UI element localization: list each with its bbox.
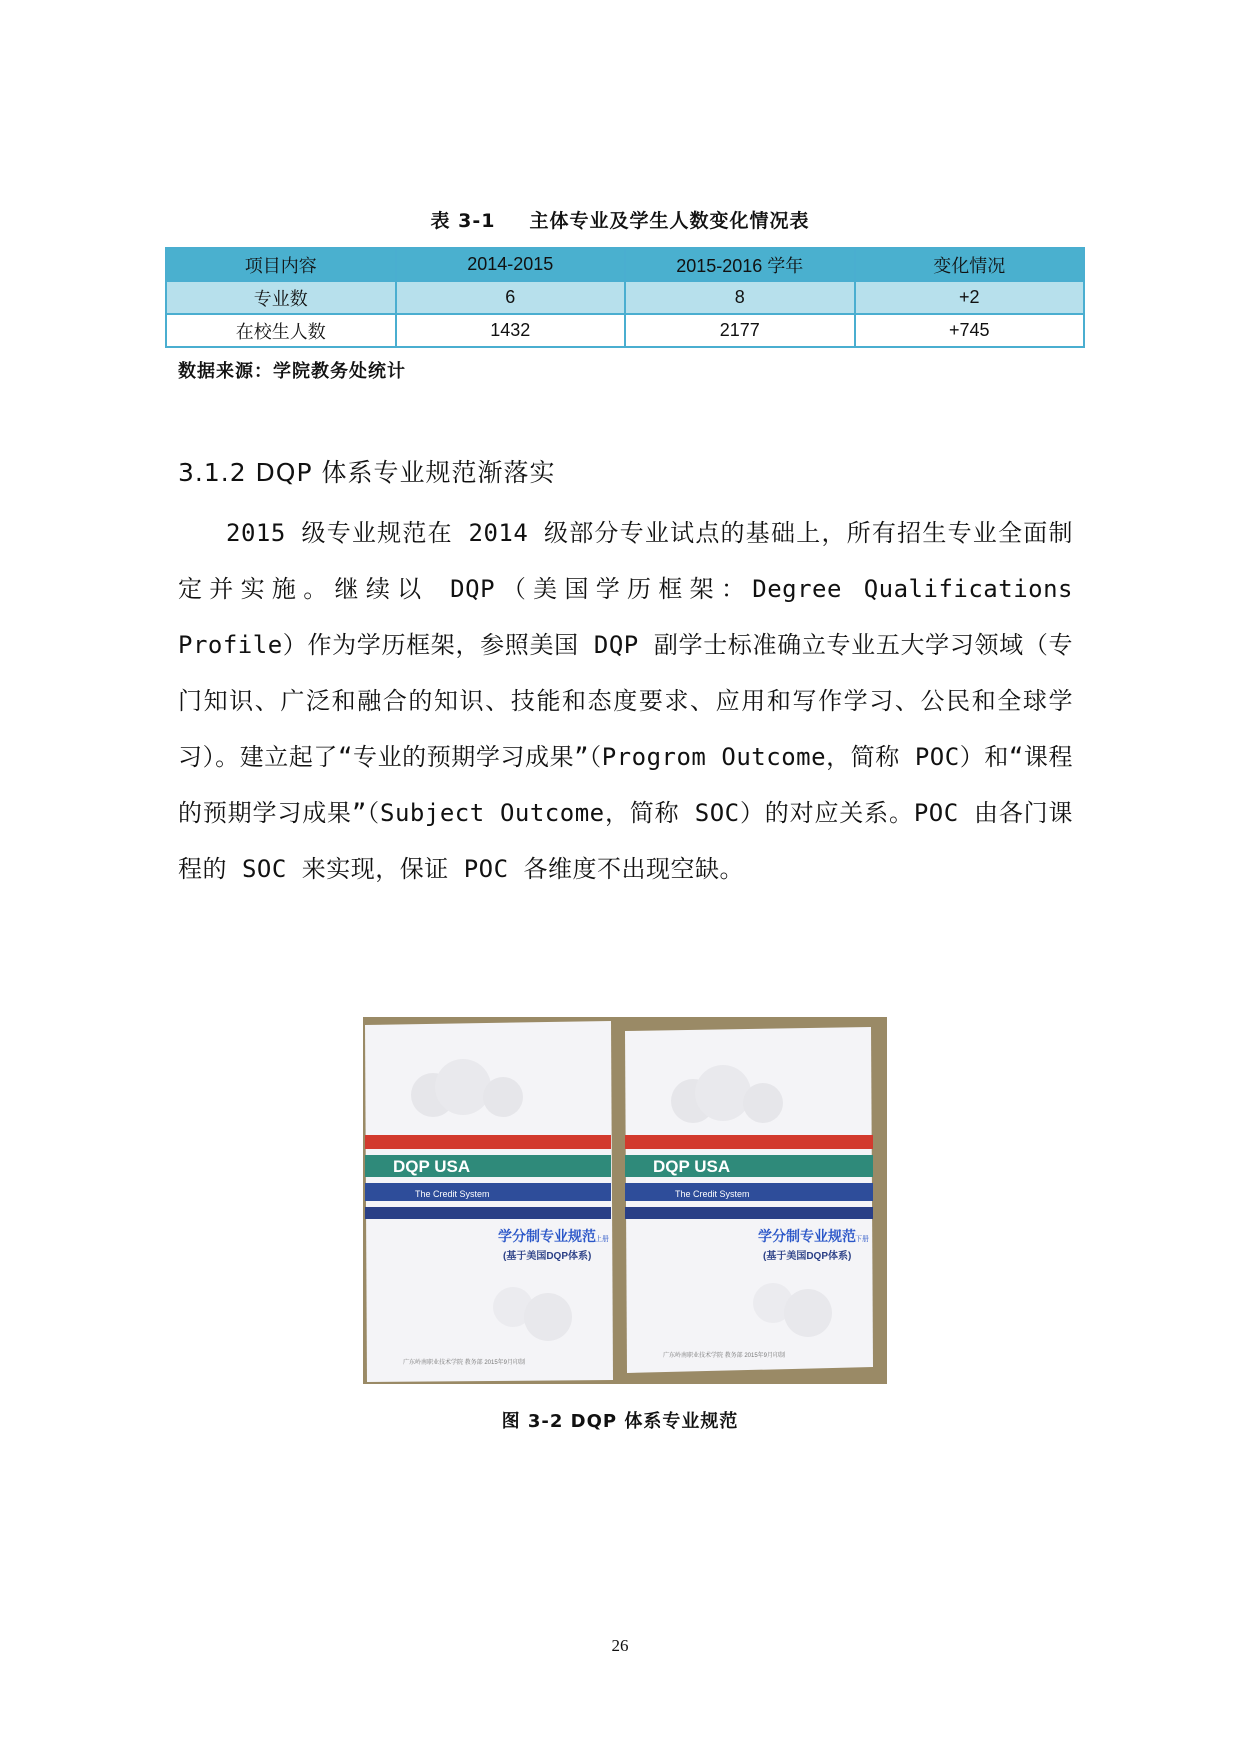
book-title: 学分制专业规范 (498, 1228, 596, 1244)
figure-caption: 图 3-2 DQP 体系专业规范 (501, 1411, 739, 1432)
book-cover-right (625, 1027, 873, 1373)
table-cell: 专业数 (166, 281, 396, 314)
header-item: 项目内容 (166, 248, 396, 281)
book-publisher: 广东岭南职业技术学院 教务部 2015年9月印制 (663, 1353, 786, 1359)
student-change-table (165, 247, 1085, 348)
header-2015-2016: 2015-2016 学年 (625, 248, 855, 281)
table-cell: 2177 (625, 314, 855, 347)
book-volume: 上册 (595, 1236, 609, 1243)
table-title: 主体专业及学生人数变化情况表 (529, 210, 810, 232)
book-publisher: 广东岭南职业技术学院 教务部 2015年9月印制 (403, 1360, 526, 1366)
page-number: 26 (611, 1636, 629, 1655)
table-header-row (166, 248, 1084, 281)
table-cell: 1432 (396, 314, 626, 347)
table-row (166, 281, 1084, 314)
figure-book-photo (363, 1017, 887, 1384)
table-source: 数据来源：学院教务处统计 (178, 361, 406, 382)
table-cell: +745 (855, 314, 1085, 347)
book-subtitle-cn: (基于美国DQP体系) (763, 1251, 852, 1262)
table-cell: 6 (396, 281, 626, 314)
section-paragraph: 2015 级专业规范在 2014 级部分专业试点的基础上，所有招生专业全面制定并实施。继续以 DQP（美国学历框架：Degree Qualifications Profile）作为学历框架，参照美国 DQP 副学士标准确立专业五大学习领域（专门知识、广泛和融合的知识、技能和态度要求、应用和写作学习、公民和全球学习）。建立起了“专业的预期学习成果”（Progrom Outcome，简称 POC）和“课程的预期学习成果”（Subject Outcome，简称 SOC）的对应关系。POC 由各门课程的 SOC 来实现，保证 POC 各维度不出现空缺。 (178, 519, 1073, 883)
book-subtitle-cn: (基于美国DQP体系) (503, 1251, 592, 1262)
header-2014-2015: 2014-2015 (396, 248, 626, 281)
book-cover-left (365, 1021, 613, 1382)
book-subtitle: The Credit System (415, 1189, 490, 1199)
table-cell: 8 (625, 281, 855, 314)
book-title: 学分制专业规范 (758, 1228, 856, 1244)
book-brand: DQP USA (393, 1157, 471, 1176)
section-heading: 3.1.2 DQP 体系专业规范渐落实 (178, 458, 556, 487)
header-change: 变化情况 (855, 248, 1085, 281)
table-number: 表 3-1 (430, 210, 496, 232)
table-caption (0, 206, 1240, 233)
table-cell: +2 (855, 281, 1085, 314)
book-subtitle: The Credit System (675, 1189, 750, 1199)
table-cell: 在校生人数 (166, 314, 396, 347)
book-volume: 下册 (855, 1236, 869, 1243)
book-brand: DQP USA (653, 1157, 731, 1176)
table-row (166, 314, 1084, 347)
